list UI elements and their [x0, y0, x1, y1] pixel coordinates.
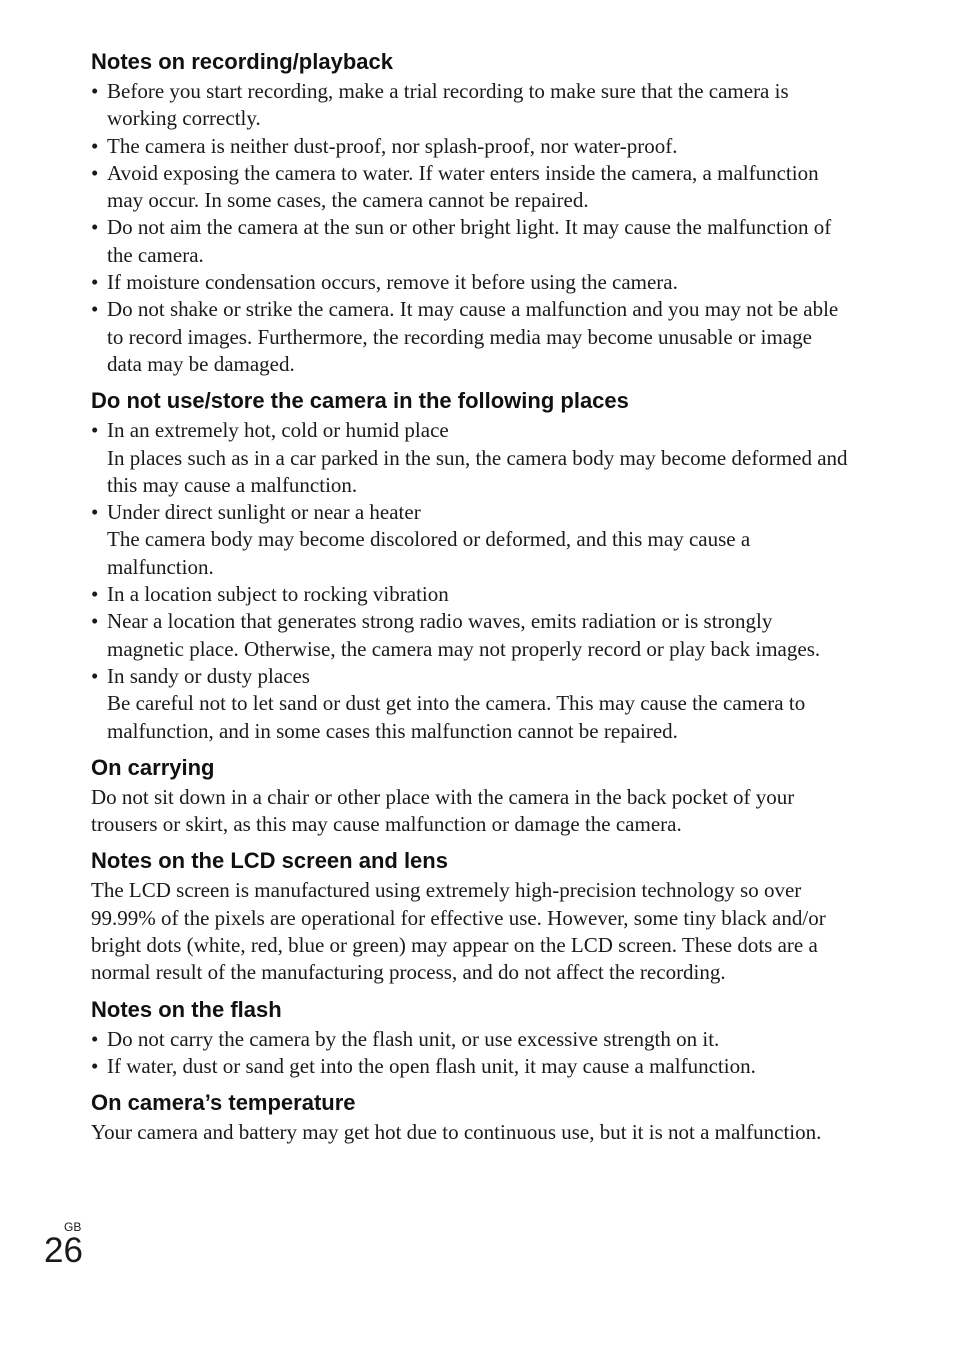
section-flash	[91, 996, 851, 1081]
document-page	[91, 48, 851, 1147]
list-item	[91, 608, 851, 663]
list-item-detail: In places such as in a car parked in the sun, the camera body may become deformed and this may cause a malfunction.	[107, 445, 848, 497]
section-recording-playback	[91, 48, 851, 378]
section-text: The LCD screen is manufactured using extremely high-precision technology so over 99.99% of the pixels are operational for effective use. However, some tiny black and/or bright dots (white, red, blue or green) may appear on the LCD screen. These dots are a normal result of the manufacturing process, and do not affect the recording.	[91, 878, 826, 985]
section-temperature	[91, 1089, 851, 1146]
list-item	[91, 417, 851, 499]
section-storage-places	[91, 387, 851, 745]
list-item-title: • In sandy or dusty places	[107, 663, 310, 688]
list-item	[91, 499, 851, 581]
list-item: • The camera is neither dust-proof, nor splash-proof, nor water-proof.	[91, 133, 851, 160]
list-item: • Before you start recording, make a trial recording to make sure that the camera is working correctly.	[91, 78, 851, 133]
list-item	[91, 581, 851, 608]
section-text: Do not sit down in a chair or other place with the camera in the back pocket of your trousers or skirt, as this may cause malfunction or damage the camera.	[91, 784, 795, 837]
list-item: • If water, dust or sand get into the open flash unit, it may cause a malfunction.	[91, 1053, 851, 1080]
section-heading: On carrying	[91, 754, 215, 780]
section-text: Your camera and battery may get hot due to continuous use, but it is not a malfunction.	[91, 1120, 822, 1145]
list-item: • Avoid exposing the camera to water. If water enters inside the camera, a malfunction may occur. In some cases, the camera cannot be repaired.	[91, 160, 851, 215]
page-number: 26	[44, 1231, 83, 1270]
list-item-detail: Be careful not to let sand or dust get into the camera. This may cause the camera to malfunction, and in some cases this malfunction cannot be repaired.	[107, 691, 806, 743]
section-on-carrying	[91, 754, 851, 839]
section-heading: Do not use/store the camera in the following places	[91, 388, 629, 414]
bullet-list	[91, 1026, 851, 1081]
list-item-title: • In an extremely hot, cold or humid place	[107, 418, 449, 443]
list-item: • If moisture condensation occurs, remove it before using the camera.	[91, 269, 851, 296]
section-heading: Notes on recording/playback	[91, 49, 393, 74]
list-item-title: • In a location subject to rocking vibration	[107, 582, 449, 607]
bullet-list	[91, 78, 851, 378]
section-heading: Notes on the flash	[91, 996, 282, 1022]
list-item-detail: The camera body may become discolored or deformed, and this may cause a malfunction.	[107, 527, 751, 579]
list-item-title: • Near a location that generates strong radio waves, emits radiation or is strongly magnetic place. Otherwise, the camera may not properly record or play back images.	[107, 609, 821, 661]
section-heading: Notes on the LCD screen and lens	[91, 848, 448, 874]
bullet-list	[91, 417, 851, 745]
section-lcd-screen	[91, 847, 851, 986]
region-code: GB	[64, 1220, 82, 1234]
list-item: • Do not carry the camera by the flash unit, or use excessive strength on it.	[91, 1026, 851, 1053]
list-item: • Do not aim the camera at the sun or other bright light. It may cause the malfunction of the camera.	[91, 214, 851, 269]
section-heading: On camera’s temperature	[91, 1090, 356, 1116]
list-item: • Do not shake or strike the camera. It may cause a malfunction and you may not be able to record images. Furthermore, the recording media may become unusable or image data may be damaged.	[91, 296, 851, 378]
list-item-title: • Under direct sunlight or near a heater	[107, 500, 421, 525]
list-item	[91, 663, 851, 745]
